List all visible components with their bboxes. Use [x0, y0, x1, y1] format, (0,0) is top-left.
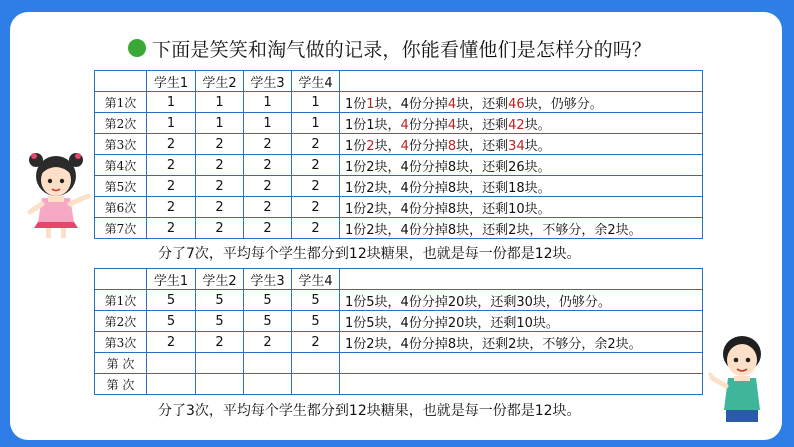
round-label: 第5次 — [95, 176, 147, 197]
student-share-cell: 1 — [244, 92, 292, 113]
header-row — [95, 269, 703, 290]
note-text: 份分掉 — [408, 117, 448, 133]
note-text: 1份2块，4份分掉8块，还剩10块。 — [345, 201, 551, 217]
highlight-number: 34 — [508, 138, 525, 154]
student-share-cell: 2 — [147, 197, 196, 218]
boy-character-illustration — [706, 330, 772, 428]
note-cell — [340, 290, 703, 311]
table-row — [95, 113, 703, 134]
student-share-cell: 1 — [196, 113, 244, 134]
round-label: 第3次 — [95, 134, 147, 155]
note-cell — [340, 332, 703, 353]
student-share-cell: 2 — [196, 197, 244, 218]
student-share-cell: 1 — [196, 92, 244, 113]
note-text: 1份5块，4份分掉20块，还剩10块。 — [345, 315, 559, 331]
question-heading — [128, 34, 651, 62]
student-share-cell: 2 — [196, 218, 244, 239]
highlight-number: 4 — [447, 117, 457, 133]
table-1-summary: 分了7次，平均每个学生都分到12块糖果，也就是每一份都是12块。 — [158, 246, 581, 262]
question-text: 下面是笑笑和淘气做的记录，你能看懂他们是怎样分的吗？ — [152, 38, 652, 61]
student-share-cell: 2 — [292, 332, 340, 353]
student-share-cell — [147, 353, 196, 374]
table-row — [95, 332, 703, 353]
column-header — [340, 269, 703, 290]
student-share-cell: 2 — [244, 332, 292, 353]
highlight-number: 46 — [508, 96, 525, 112]
note-cell — [340, 374, 703, 395]
table-row — [95, 155, 703, 176]
student-share-cell: 5 — [292, 290, 340, 311]
round-label: 第2次 — [95, 113, 147, 134]
column-header: 学生2 — [196, 269, 244, 290]
table-row — [95, 197, 703, 218]
student-share-cell: 2 — [196, 155, 244, 176]
table-1-body — [95, 71, 703, 239]
table-row — [95, 374, 703, 395]
highlight-number: 8 — [447, 138, 457, 154]
student-share-cell: 2 — [292, 197, 340, 218]
student-share-cell: 2 — [292, 176, 340, 197]
note-text: 块，还剩 — [456, 138, 509, 154]
column-header — [95, 71, 147, 92]
note-text: 1份2块，4份分掉8块，还剩2块，不够分，余2块。 — [345, 222, 642, 238]
round-label: 第1次 — [95, 290, 147, 311]
note-text: 块， — [374, 138, 401, 154]
student-share-cell: 2 — [244, 197, 292, 218]
table-row — [95, 134, 703, 155]
round-label: 第 次 — [95, 353, 147, 374]
table-row — [95, 353, 703, 374]
note-text: 块，4份分掉 — [374, 96, 448, 112]
note-text: 块。 — [524, 117, 551, 133]
girl-character-illustration — [18, 148, 94, 240]
round-label: 第6次 — [95, 197, 147, 218]
student-share-cell: 5 — [292, 311, 340, 332]
student-share-cell: 1 — [244, 113, 292, 134]
highlight-number: 4 — [400, 138, 409, 154]
student-share-cell: 5 — [196, 290, 244, 311]
note-text: 1份 — [345, 96, 367, 112]
column-header: 学生1 — [147, 269, 196, 290]
highlight-number: 2 — [366, 138, 375, 154]
table-row — [95, 311, 703, 332]
note-cell — [340, 92, 703, 113]
round-label: 第3次 — [95, 332, 147, 353]
student-share-cell: 2 — [196, 176, 244, 197]
student-share-cell: 2 — [244, 176, 292, 197]
student-share-cell: 2 — [292, 155, 340, 176]
note-cell — [340, 176, 703, 197]
column-header: 学生4 — [292, 269, 340, 290]
note-text: 份分掉 — [408, 138, 448, 154]
note-text: 块，还剩 — [456, 117, 509, 133]
student-share-cell: 2 — [244, 134, 292, 155]
highlight-number: 1 — [366, 96, 375, 112]
green-dot-icon — [128, 39, 146, 57]
highlight-number: 4 — [400, 117, 409, 133]
header-row — [95, 71, 703, 92]
note-text: 块。 — [524, 138, 551, 154]
record-table-1 — [94, 70, 703, 239]
student-share-cell: 1 — [292, 92, 340, 113]
student-share-cell: 1 — [147, 113, 196, 134]
student-share-cell: 5 — [147, 311, 196, 332]
round-label: 第2次 — [95, 311, 147, 332]
note-text: 1份2块，4份分掉8块，还剩2块，不够分，余2块。 — [345, 336, 642, 352]
student-share-cell: 5 — [147, 290, 196, 311]
table-row — [95, 92, 703, 113]
student-share-cell: 5 — [244, 311, 292, 332]
student-share-cell — [147, 374, 196, 395]
note-cell — [340, 113, 703, 134]
student-share-cell — [196, 353, 244, 374]
note-text: 1份1块， — [345, 117, 401, 133]
round-label: 第1次 — [95, 92, 147, 113]
student-share-cell: 5 — [196, 311, 244, 332]
student-share-cell: 2 — [147, 218, 196, 239]
student-share-cell: 2 — [147, 134, 196, 155]
note-cell — [340, 197, 703, 218]
student-share-cell: 2 — [147, 332, 196, 353]
student-share-cell — [244, 374, 292, 395]
note-cell — [340, 353, 703, 374]
student-share-cell: 2 — [147, 176, 196, 197]
column-header: 学生3 — [244, 71, 292, 92]
student-share-cell: 2 — [292, 134, 340, 155]
column-header: 学生3 — [244, 269, 292, 290]
student-share-cell: 2 — [147, 155, 196, 176]
column-header — [95, 269, 147, 290]
round-label: 第 次 — [95, 374, 147, 395]
note-cell — [340, 218, 703, 239]
student-share-cell — [196, 374, 244, 395]
table-2-body — [95, 269, 703, 395]
column-header: 学生4 — [292, 71, 340, 92]
note-text: 1份2块，4份分掉8块，还剩18块。 — [345, 180, 551, 196]
table-row — [95, 218, 703, 239]
highlight-number: 42 — [508, 117, 525, 133]
student-share-cell: 2 — [244, 155, 292, 176]
student-share-cell — [292, 374, 340, 395]
column-header: 学生2 — [196, 71, 244, 92]
note-cell — [340, 134, 703, 155]
highlight-number: 4 — [447, 96, 457, 112]
note-text: 块，仍够分。 — [524, 96, 603, 112]
column-header: 学生1 — [147, 71, 196, 92]
student-share-cell — [292, 353, 340, 374]
student-share-cell: 2 — [244, 218, 292, 239]
round-label: 第4次 — [95, 155, 147, 176]
student-share-cell: 2 — [196, 332, 244, 353]
table-row — [95, 290, 703, 311]
table-row — [95, 176, 703, 197]
student-share-cell: 1 — [292, 113, 340, 134]
student-share-cell: 2 — [196, 134, 244, 155]
note-text: 块，还剩 — [456, 96, 509, 112]
student-share-cell: 2 — [292, 218, 340, 239]
table-2-summary: 分了3次，平均每个学生都分到12块糖果，也就是每一份都是12块。 — [158, 403, 581, 419]
note-text: 1份 — [345, 138, 367, 154]
student-share-cell — [244, 353, 292, 374]
note-cell — [340, 155, 703, 176]
student-share-cell: 5 — [244, 290, 292, 311]
note-cell — [340, 311, 703, 332]
note-text: 1份2块，4份分掉8块，还剩26块。 — [345, 159, 551, 175]
note-text: 1份5块，4份分掉20块，还剩30块，仍够分。 — [345, 294, 611, 310]
student-share-cell: 1 — [147, 92, 196, 113]
column-header — [340, 71, 703, 92]
round-label: 第7次 — [95, 218, 147, 239]
record-table-2 — [94, 268, 703, 395]
